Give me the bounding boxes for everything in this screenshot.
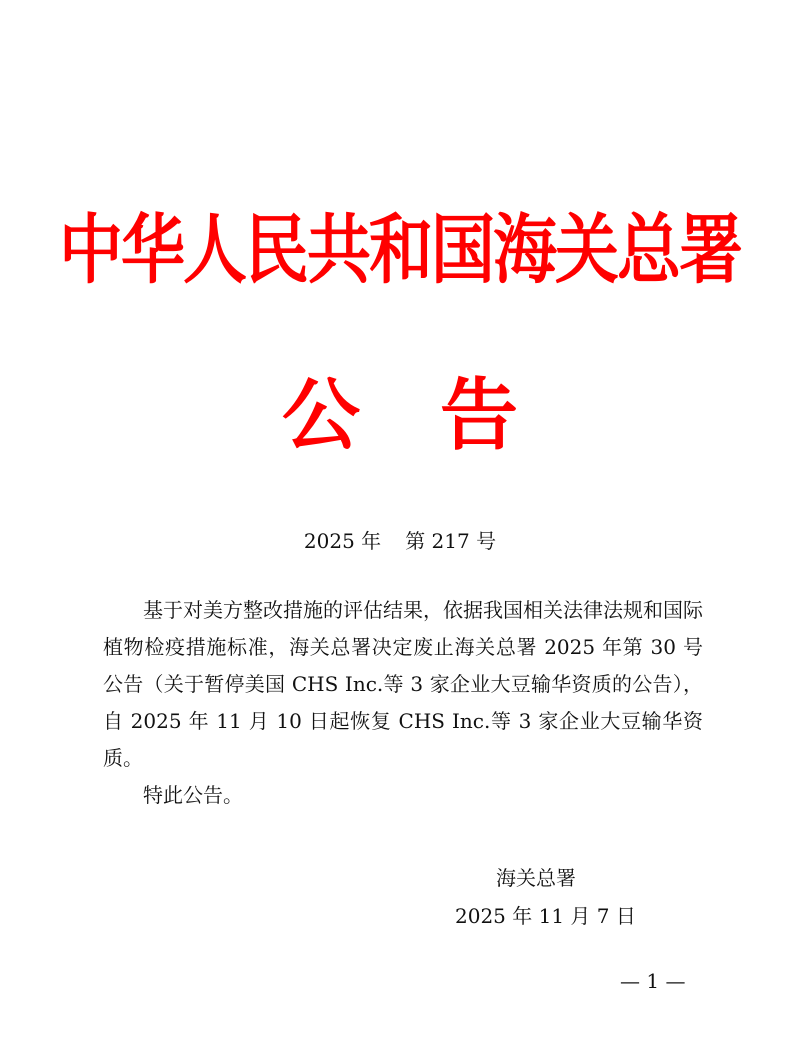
signature-organization: 海关总署 [496, 866, 576, 890]
body-paragraph-main: 基于对美方整改措施的评估结果，依据我国相关法律法规和国际植物检疫措施标准，海关总署决定废止海关总署 2025 年第 30 号公告（关于暂停美国 CHS Inc.等 3 家企业大豆输华资质的公告），自 2025 年 11 月 10 日起恢复 CHS Inc.等 3 家企业大豆输华资质。 [103, 598, 703, 770]
document-type-title: 公告 [281, 371, 598, 461]
page-number: — 1 — [620, 969, 686, 993]
document-year: 2025 年 [303, 529, 382, 553]
document-serial: 第 217 号 [405, 529, 497, 553]
body-paragraph-closing: 特此公告。 [143, 783, 243, 807]
announcement-body [103, 592, 703, 814]
issuer-title: 中华人民共和国海关总署 [59, 207, 741, 295]
document-number [0, 526, 800, 556]
signature-date: 2025 年 11 月 7 日 [455, 904, 636, 928]
